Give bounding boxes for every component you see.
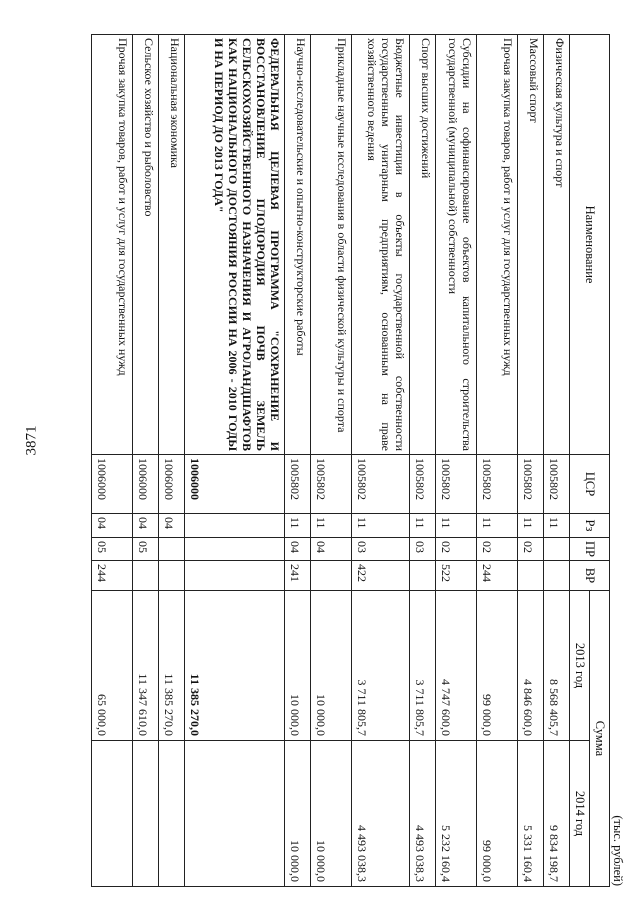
row-vr [544, 561, 570, 591]
row-rz: 11 [285, 514, 311, 538]
table-row [352, 35, 410, 887]
row-sum-2014 [92, 741, 133, 887]
row-pr: 05 [92, 538, 133, 561]
table-row [159, 35, 185, 887]
row-sum-2013: 11 385 270,0 [185, 591, 285, 741]
row-name: Прочая закупка товаров, работ и услуг для государственных нужд [92, 35, 133, 455]
row-rz: 04 [92, 514, 133, 538]
row-csr: 1006000 [185, 455, 285, 514]
row-vr: 522 [436, 561, 477, 591]
row-pr [544, 538, 570, 561]
row-csr: 1006000 [159, 455, 185, 514]
row-name: Сельское хозяйство и рыболовство [133, 35, 159, 455]
row-sum-2013: 10 000,0 [311, 591, 352, 741]
row-sum-2013: 65 000,0 [92, 591, 133, 741]
row-vr [518, 561, 544, 591]
header-2014: 2014 год [570, 741, 590, 887]
row-sum-2013: 4 747 600,0 [436, 591, 477, 741]
row-csr: 1005802 [410, 455, 436, 514]
budget-table [92, 34, 611, 887]
row-rz: 11 [352, 514, 410, 538]
table-row [185, 35, 285, 887]
row-rz: 11 [477, 514, 518, 538]
row-csr: 1006000 [133, 455, 159, 514]
row-vr [185, 561, 285, 591]
row-rz: 04 [133, 514, 159, 538]
row-pr: 04 [285, 538, 311, 561]
row-csr: 1005802 [518, 455, 544, 514]
table-row [436, 35, 477, 887]
row-sum-2014 [159, 741, 185, 887]
row-csr: 1005802 [352, 455, 410, 514]
row-csr: 1005802 [285, 455, 311, 514]
table-row [285, 35, 311, 887]
row-sum-2013: 3 711 805,7 [352, 591, 410, 741]
header-vr: ВР [570, 561, 610, 591]
row-sum-2014: 10 000,0 [311, 741, 352, 887]
row-sum-2014: 4 493 038,3 [410, 741, 436, 887]
row-sum-2013: 8 568 405,7 [544, 591, 570, 741]
row-pr: 03 [410, 538, 436, 561]
row-sum-2013: 11 347 610,0 [133, 591, 159, 741]
row-name: Субсидии на софинансирование объектов капитального строительства государственной (муниципальной) собственности [436, 35, 477, 455]
row-rz: 11 [518, 514, 544, 538]
row-sum-2014: 5 232 160,4 [436, 741, 477, 887]
header-pr: ПР [570, 538, 610, 561]
row-name: Научно-исследовательские и опытно-конструкторские работы [285, 35, 311, 455]
row-pr: 02 [477, 538, 518, 561]
row-pr [185, 538, 285, 561]
row-sum-2013: 10 000,0 [285, 591, 311, 741]
row-vr [159, 561, 185, 591]
row-csr: 1005802 [311, 455, 352, 514]
row-sum-2014 [133, 741, 159, 887]
row-rz: 11 [544, 514, 570, 538]
row-pr: 05 [133, 538, 159, 561]
row-csr: 1005802 [477, 455, 518, 514]
row-sum-2013: 11 385 270,0 [159, 591, 185, 741]
row-name: ФЕДЕРАЛЬНАЯ ЦЕЛЕВАЯ ПРОГРАММА "СОХРАНЕНИЕ И ВОССТАНОВЛЕНИЕ ПЛОДОРОДИЯ ПОЧВ ЗЕМЕЛЬ СЕЛЬСКОХОЗЯЙСТВЕННОГО НАЗНАЧЕНИЯ И АГРОЛАНДШАФТОВ КАК НАЦИОНАЛЬНОГО ДОСТОЯНИЯ РОССИИ НА 2006 - 2010 ГОДЫ И НА ПЕРИОД ДО 2013 ГОДА" [185, 35, 285, 455]
table-row [477, 35, 518, 887]
row-name: Спорт высших достижений [410, 35, 436, 455]
row-pr: 02 [436, 538, 477, 561]
row-pr: 03 [352, 538, 410, 561]
row-vr [410, 561, 436, 591]
row-vr: 244 [477, 561, 518, 591]
table-row [544, 35, 570, 887]
row-sum-2013: 3 711 805,7 [410, 591, 436, 741]
table-row [410, 35, 436, 887]
header-name: Наименование [570, 35, 610, 455]
row-vr [311, 561, 352, 591]
header-sum: Сумма [590, 591, 610, 887]
rotated-document [94, 34, 625, 886]
row-sum-2014: 9 834 198,7 [544, 741, 570, 887]
table-row [92, 35, 133, 887]
table-row [518, 35, 544, 887]
row-rz: 11 [410, 514, 436, 538]
page-number: 3871 [23, 425, 40, 456]
row-vr [133, 561, 159, 591]
row-sum-2014: 5 331 160,4 [518, 741, 544, 887]
row-rz [185, 514, 285, 538]
row-pr: 02 [518, 538, 544, 561]
row-csr: 1006000 [92, 455, 133, 514]
row-rz: 11 [311, 514, 352, 538]
table-row [311, 35, 352, 887]
row-name: Национальная экономика [159, 35, 185, 455]
row-sum-2014: 4 493 038,3 [352, 741, 410, 887]
row-sum-2013: 4 846 600,0 [518, 591, 544, 741]
row-pr [159, 538, 185, 561]
row-vr: 241 [285, 561, 311, 591]
row-name: Прочая закупка товаров, работ и услуг для государственных нужд [477, 35, 518, 455]
unit-note: (тыс. рублей) [611, 815, 625, 886]
row-vr: 422 [352, 561, 410, 591]
row-sum-2014: 10 000,0 [285, 741, 311, 887]
row-sum-2014 [185, 741, 285, 887]
row-name: Массовый спорт [518, 35, 544, 455]
header-2013: 2013 год [570, 591, 590, 741]
row-name: Бюджетные инвестиции в объекты государственной собственности государственным унитарным предприятиям, основанным на праве хозяйственного ведения [352, 35, 410, 455]
row-pr: 04 [311, 538, 352, 561]
row-csr: 1005802 [544, 455, 570, 514]
row-csr: 1005802 [436, 455, 477, 514]
row-name: Физическая культура и спорт [544, 35, 570, 455]
row-rz: 04 [159, 514, 185, 538]
row-vr: 244 [92, 561, 133, 591]
row-name: Прикладные научные исследования в области физической культуры и спорта [311, 35, 352, 455]
header-rz: Рз [570, 514, 610, 538]
row-sum-2014: 99 000,0 [477, 741, 518, 887]
table-row [133, 35, 159, 887]
row-sum-2013: 99 000,0 [477, 591, 518, 741]
header-csr: ЦСР [570, 455, 610, 514]
row-rz: 11 [436, 514, 477, 538]
